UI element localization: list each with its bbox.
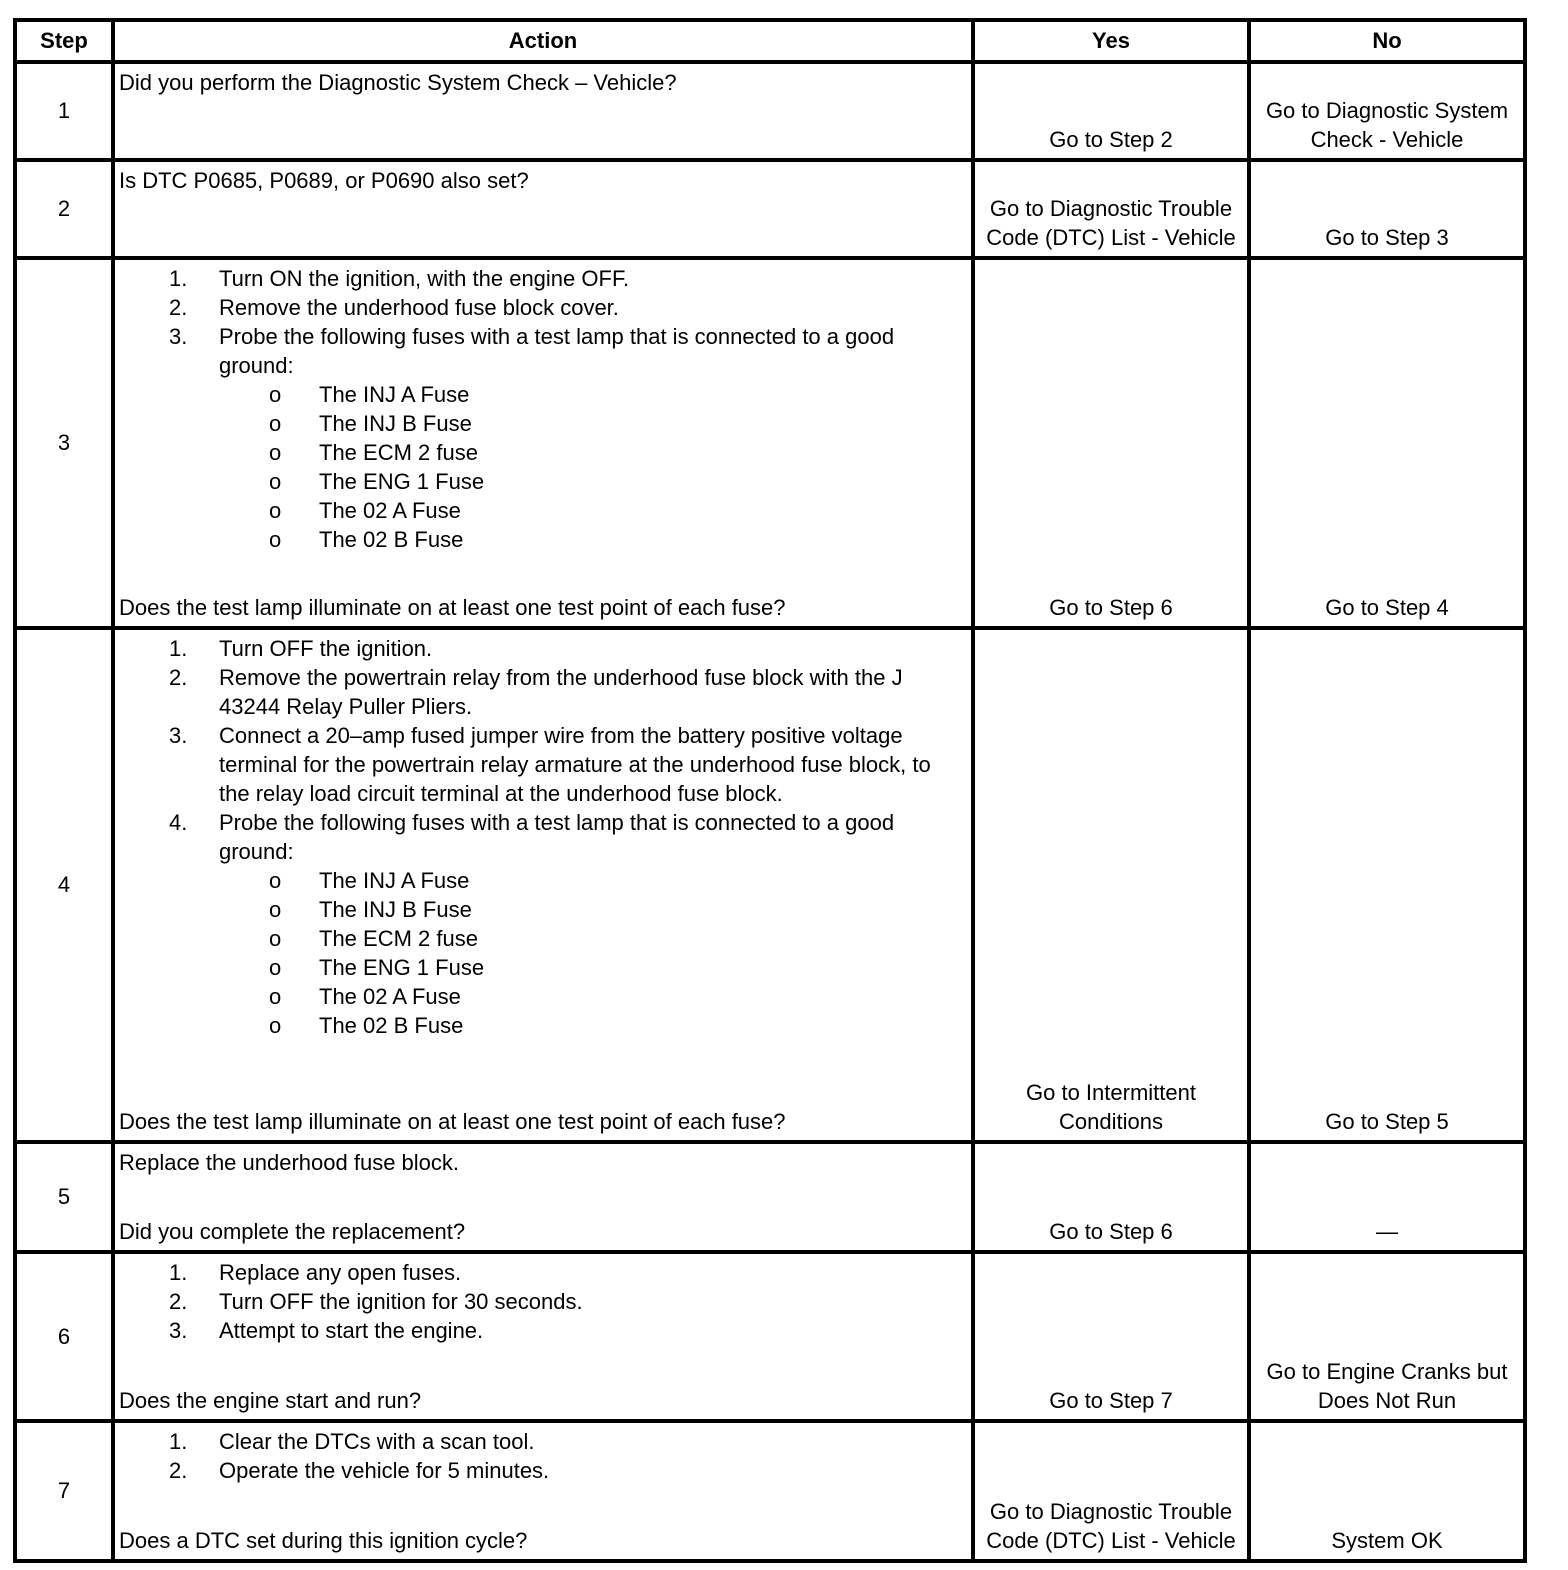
yes-cell: Go to Step 6 [973, 258, 1249, 628]
list-item: 3. Probe the following fuses with a test lamp that is connected to a good ground: [169, 324, 895, 378]
fuse-list [119, 380, 965, 554]
yes-cell: Go to Step 2 [973, 62, 1249, 160]
table-row [15, 160, 1525, 258]
yes-cell: Go to Diagnostic Trouble Code (DTC) List - Vehicle [973, 1421, 1249, 1561]
list-item: o The 02 A Fuse [269, 498, 461, 523]
step-number: 3 [15, 258, 113, 628]
action-cell [113, 258, 973, 628]
no-cell: Go to Diagnostic System Check - Vehicle [1249, 62, 1525, 160]
list-item: 1. Clear the DTCs with a scan tool. [169, 1429, 535, 1454]
list-item: 2. Turn OFF the ignition for 30 seconds. [169, 1289, 583, 1314]
list-item: o The ENG 1 Fuse [269, 469, 485, 494]
list-item: 2. Operate the vehicle for 5 minutes. [169, 1458, 550, 1483]
step-number: 2 [15, 160, 113, 258]
no-cell: Go to Step 3 [1249, 160, 1525, 258]
step-number: 6 [15, 1252, 113, 1421]
list-item: o The 02 B Fuse [269, 527, 464, 552]
no-cell: Go to Step 4 [1249, 258, 1525, 628]
header-row [15, 20, 1525, 62]
list-item: o The INJ A Fuse [269, 868, 470, 893]
step-number: 7 [15, 1421, 113, 1561]
fuse-list [119, 866, 965, 1040]
action-question: Does a DTC set during this ignition cycle? [119, 1528, 528, 1553]
list-item: o The ENG 1 Fuse [269, 955, 485, 980]
list-item: o The INJ B Fuse [269, 411, 472, 436]
action-cell [113, 1252, 973, 1421]
list-item: 2. Remove the powertrain relay from the underhood fuse block with the J 43244 Relay Puller Pliers. [169, 665, 903, 719]
instruction-list [119, 1258, 965, 1345]
list-item: 1. Turn OFF the ignition. [169, 636, 433, 661]
table-row [15, 1142, 1525, 1252]
header-action: Action [113, 20, 973, 62]
no-cell [1249, 1142, 1525, 1252]
action-question: Did you perform the Diagnostic System Check – Vehicle? [119, 70, 677, 95]
action-question: Does the test lamp illuminate on at least one test point of each fuse? [119, 1109, 786, 1134]
diagnostic-table [13, 18, 1527, 1563]
header-step: Step [15, 20, 113, 62]
action-cell [113, 1421, 973, 1561]
no-action-dash: — [1376, 1219, 1398, 1244]
table-row [15, 1421, 1525, 1561]
list-item: o The ECM 2 fuse [269, 926, 478, 951]
step-number: 4 [15, 628, 113, 1142]
table-row [15, 628, 1525, 1142]
action-cell [113, 1142, 973, 1252]
no-cell: Go to Step 5 [1249, 628, 1525, 1142]
list-item: 1. Turn ON the ignition, with the engine OFF. [169, 266, 630, 291]
table-row [15, 62, 1525, 160]
list-item: o The INJ A Fuse [269, 382, 470, 407]
yes-cell: Go to Step 6 [973, 1142, 1249, 1252]
list-item: 3. Attempt to start the engine. [169, 1318, 484, 1343]
no-cell: Go to Engine Cranks but Does Not Run [1249, 1252, 1525, 1421]
header-no: No [1249, 20, 1525, 62]
list-item: 3. Connect a 20–amp fused jumper wire from the battery positive voltage terminal for the powertrain relay armature at the underhood fuse block, to the relay load circuit terminal at the underhood fuse block. [169, 723, 931, 806]
yes-cell: Go to Step 7 [973, 1252, 1249, 1421]
list-item: o The INJ B Fuse [269, 897, 472, 922]
action-lead: Replace the underhood fuse block. [119, 1150, 460, 1175]
instruction-list [119, 634, 965, 866]
action-question: Is DTC P0685, P0689, or P0690 also set? [119, 168, 529, 193]
list-item: 1. Replace any open fuses. [169, 1260, 462, 1285]
action-cell [113, 62, 973, 160]
no-cell: System OK [1249, 1421, 1525, 1561]
yes-cell: Go to Intermittent Conditions [973, 628, 1249, 1142]
action-cell [113, 160, 973, 258]
list-item: o The 02 B Fuse [269, 1013, 464, 1038]
list-item: 4. Probe the following fuses with a test lamp that is connected to a good ground: [169, 810, 895, 864]
header-yes: Yes [973, 20, 1249, 62]
step-number: 5 [15, 1142, 113, 1252]
instruction-list [119, 264, 965, 380]
list-item: 2. Remove the underhood fuse block cover. [169, 295, 619, 320]
yes-cell: Go to Diagnostic Trouble Code (DTC) List - Vehicle [973, 160, 1249, 258]
instruction-list [119, 1427, 965, 1485]
action-question: Does the test lamp illuminate on at least one test point of each fuse? [119, 595, 786, 620]
diagnostic-table-page [13, 18, 1547, 1563]
action-question: Does the engine start and run? [119, 1388, 422, 1413]
list-item: o The 02 A Fuse [269, 984, 461, 1009]
table-row [15, 258, 1525, 628]
action-question: Did you complete the replacement? [119, 1219, 466, 1244]
list-item: o The ECM 2 fuse [269, 440, 478, 465]
table-row [15, 1252, 1525, 1421]
action-cell [113, 628, 973, 1142]
step-number: 1 [15, 62, 113, 160]
